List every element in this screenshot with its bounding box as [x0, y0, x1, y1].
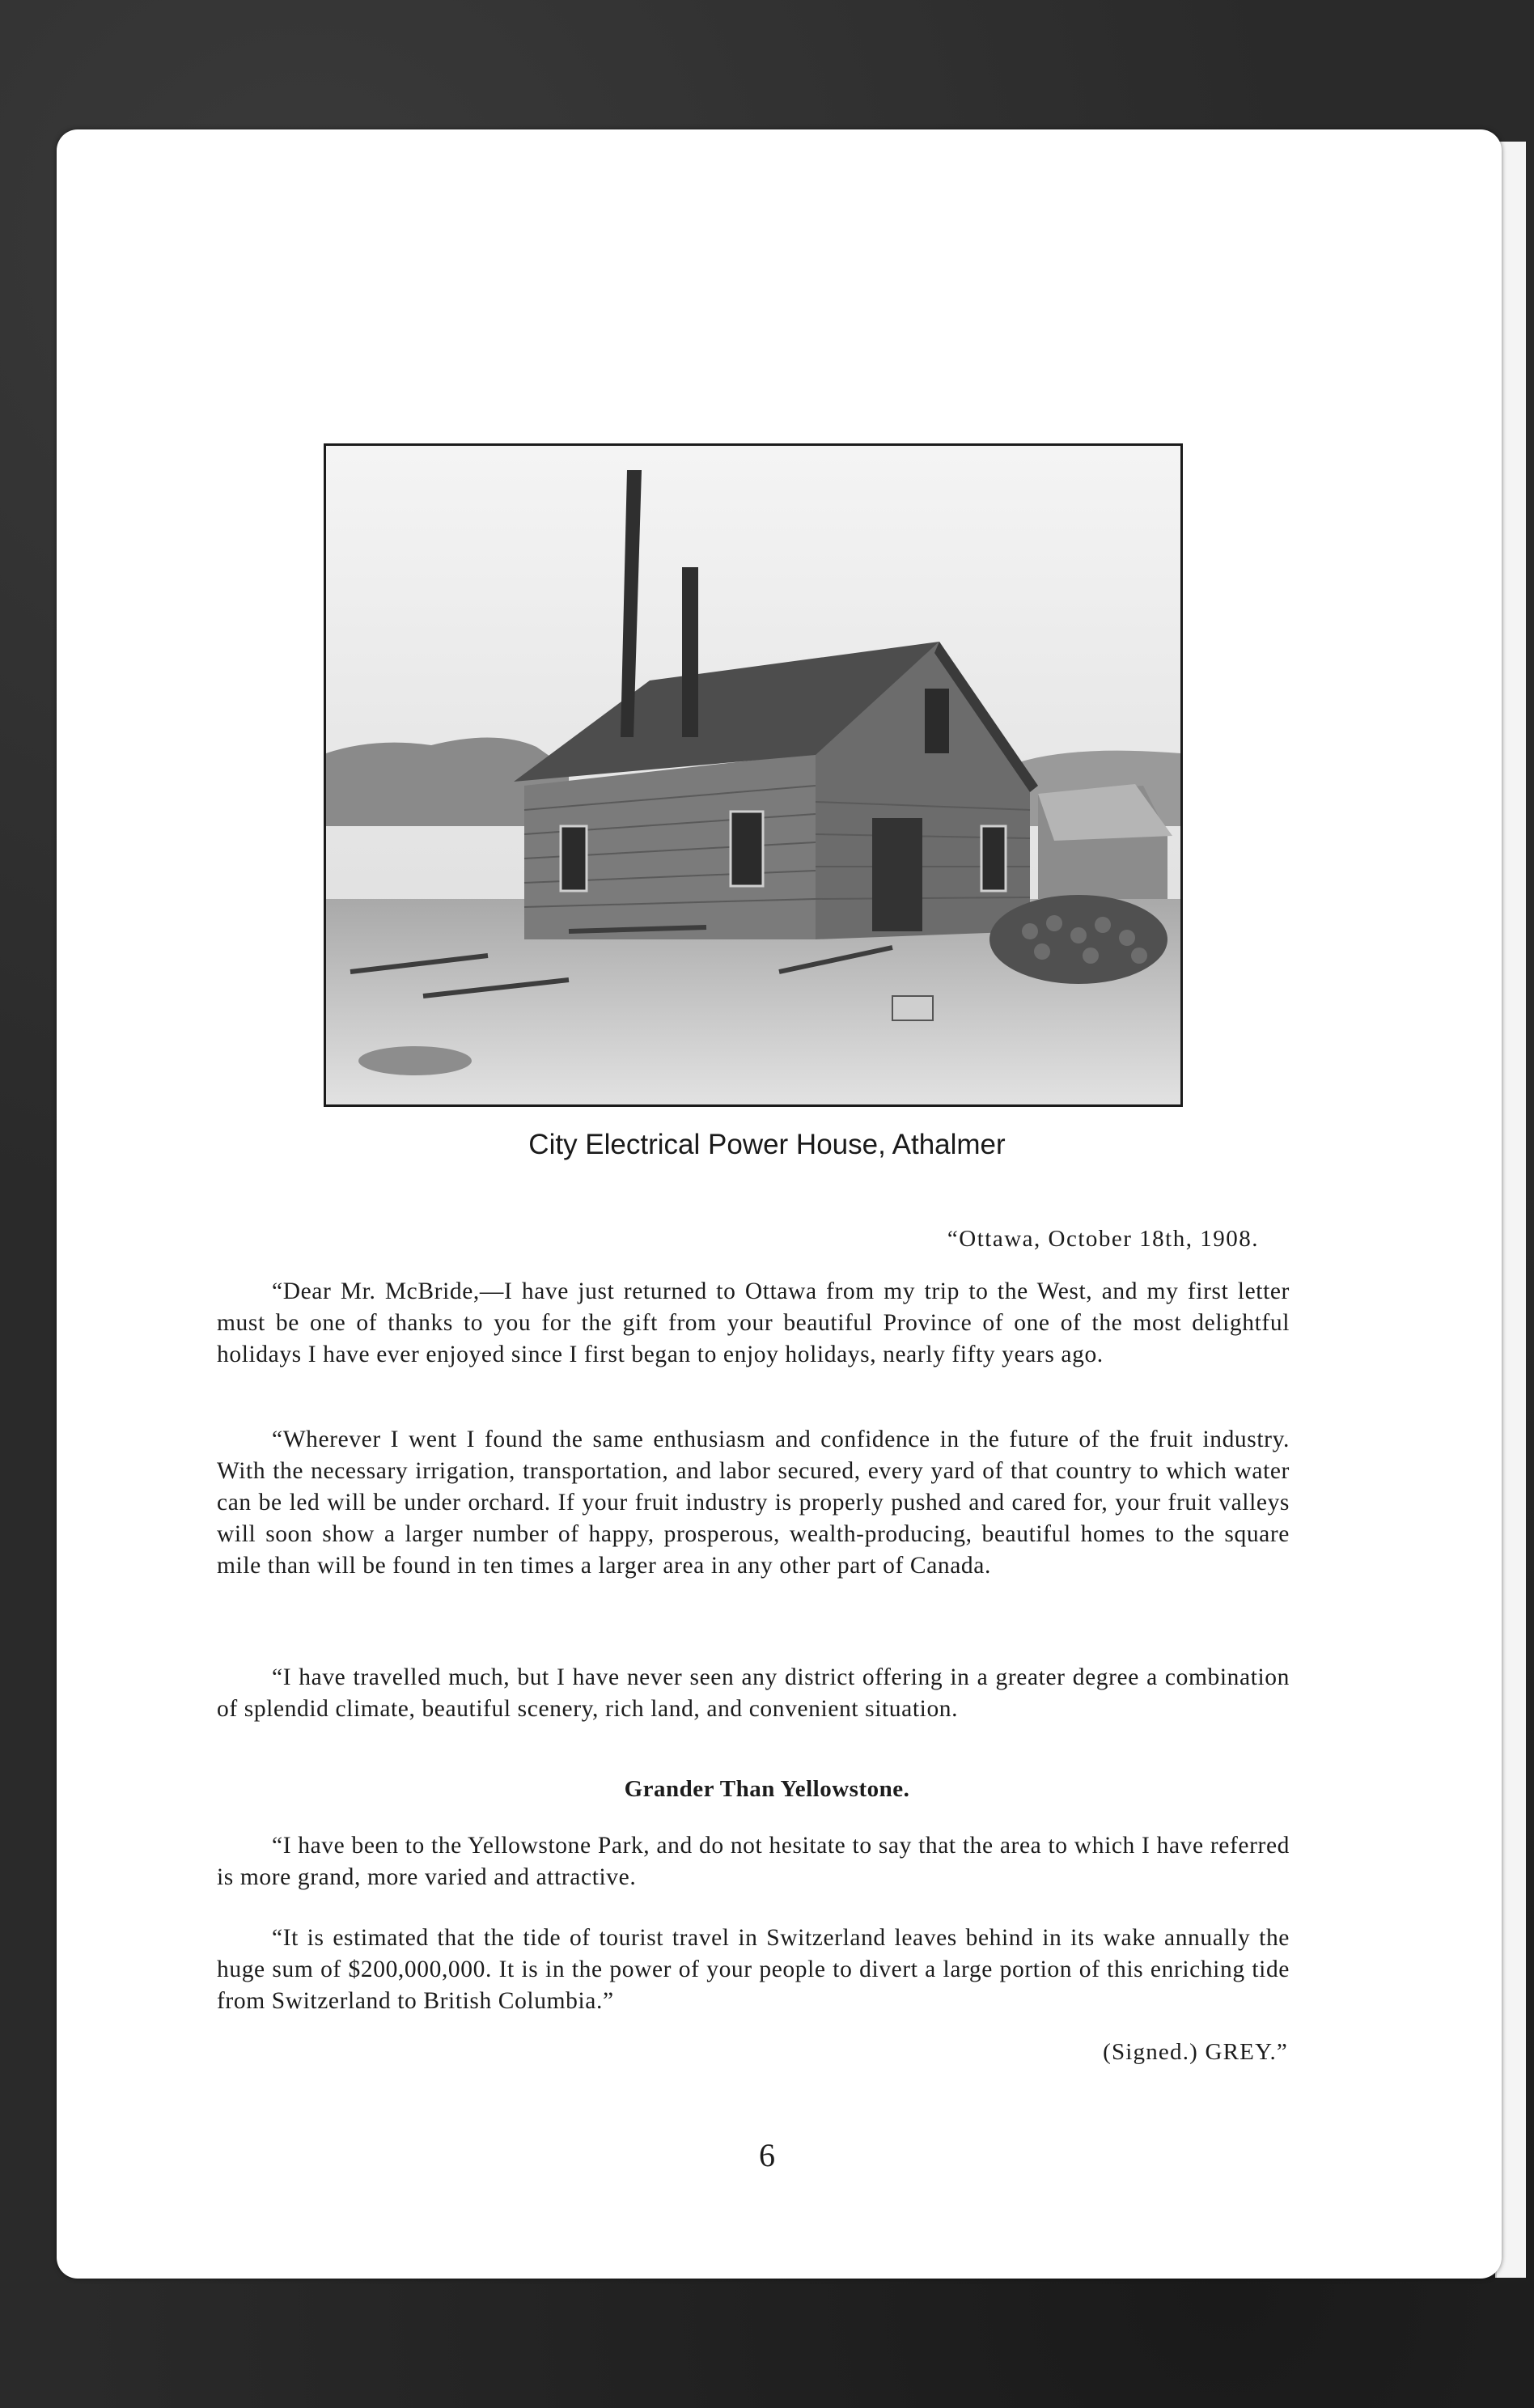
letter-paragraph-4: “I have been to the Yellowstone Park, and do not hesitate to say that the area to which I have referred is more grand, more varied and attractive. [217, 1833, 1290, 1890]
page-number: 6 [759, 2137, 775, 2173]
photo-caption: City Electrical Power House, Athalmer [528, 1129, 1006, 1160]
letter-paragraph-5: “It is estimated that the tide of tourist travel in Switzerland leaves behind in its wake annually the huge sum of $200,000,000. It is in the power of your people to divert a large portion of this enriching tide from Switzerland to British Columbia.” [217, 1925, 1290, 2014]
letter-paragraph-1: “Dear Mr. McBride,—I have just returned to Ottawa from my trip to the West, and my first letter must be one of thanks to you for the gift from your beautiful Province of one of the most delightful holidays I have ever enjoyed since I first began to enjoy holidays, nearly fifty years ago. [217, 1278, 1290, 1367]
letter-paragraph-2: “Wherever I went I found the same enthusiasm and confidence in the future of the fruit industry. With the necessary irrigation, transportation, and labor secured, every yard of that country to which water can be led will be under orchard. If your fruit industry is properly pushed and cared for, your fruit valleys will soon show a larger number of happy, prosperous, wealth-producing, beautiful homes to the square mile than will be found in ten times a larger area in any other part of Canada. [217, 1427, 1290, 1579]
letter-signature: (Signed.) GREY.” [1103, 2039, 1288, 2065]
letter-dateline: “Ottawa, October 18th, 1908. [947, 1226, 1259, 1252]
section-heading: Grander Than Yellowstone. [624, 1776, 910, 1802]
power-house-photo-drawing [326, 446, 1180, 1104]
power-house-photograph [324, 443, 1183, 1107]
letter-paragraph-3: “I have travelled much, but I have never seen any district offering in a greater degree a combination of splendid climate, beautiful scenery, rich land, and convenient situation. [217, 1664, 1290, 1722]
